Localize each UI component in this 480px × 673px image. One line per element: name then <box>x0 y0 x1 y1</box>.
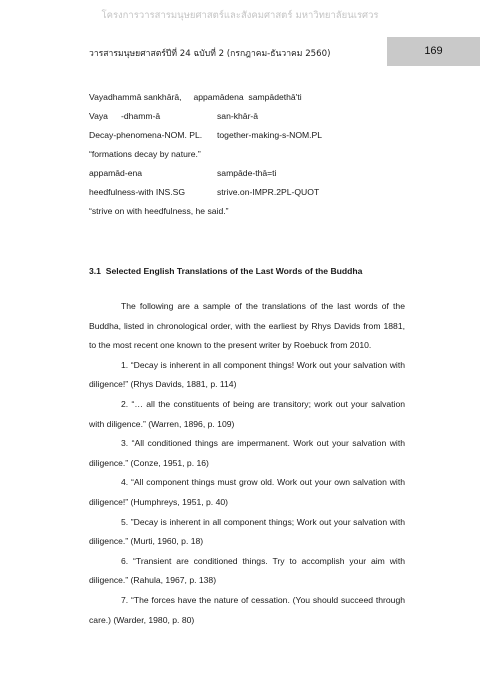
gloss-cell: san-khār-ā <box>217 111 259 121</box>
translation-item: 1. “Decay is inherent in all component things! Work out your salvation with diligence!” (Rhys Davids, 1881, p. 114) <box>89 359 405 390</box>
verse-translation: “strive on with heedfulness, he said.” <box>89 206 229 216</box>
journal-title: วารสารมนุษยศาสตร์ปีที่ 24 ฉบับที่ 2 (กรกฎาคม-ธันวาคม 2560) <box>89 49 331 59</box>
gloss-cell: strive.on-IMPR.2PL-QUOT <box>217 187 320 197</box>
gloss-cell: sampāde-thā=ti <box>217 168 277 178</box>
gloss-word: -dhamm-ā <box>121 111 161 121</box>
gloss-line <box>89 164 405 183</box>
intro-paragraph: The following are a sample of the translations of the last words of the Buddha, listed in chronological order, with the earliest by Rhys Davids from 1881, to the most recent one known to the present writer by Roebuck from 2010. <box>89 301 405 351</box>
watermark-text: โครงการวารสารมนุษยศาสตร์และสังคมศาสตร์ มหาวิทยาลัยนเรศวร <box>101 10 379 21</box>
translation-item: 7. “The forces have the nature of cessation. (You should succeed through care.) (Warder, 1980, p. 80) <box>89 594 405 625</box>
gloss-line <box>89 126 405 145</box>
gloss-cell: appamād-ena <box>89 168 143 178</box>
translation-item: 4. “All component things must grow old. Work out your own salvation with diligence!” (Humphreys, 1951, p. 40) <box>89 477 405 507</box>
translation-item: 3. “All conditioned things are impermanent. Work out your salvation with diligence.” (Conze, 1951, p. 16) <box>89 438 405 468</box>
gloss-word: Vaya <box>89 111 108 121</box>
verse-line: Vayadhammā sankhārā, appamādena sampādethā'ti <box>89 92 302 102</box>
gloss-line <box>89 183 405 202</box>
page-header <box>0 37 480 66</box>
section-heading: 3.1 Selected English Translations of the Last Words of the Buddha <box>89 266 363 276</box>
gloss-cell: Decay-phenomena-NOM. PL. <box>89 130 203 140</box>
translation-item: 5. ”Decay is inherent in all component things; Work out your salvation with diligence.” (Murti, 1960, p. 18) <box>89 516 405 547</box>
translation-item: 6. “Transient are conditioned things. Try to accomplish your aim with diligence.” (Rahula, 1967, p. 138) <box>89 555 405 586</box>
gloss-cell: heedfulness-with INS.SG <box>89 187 186 197</box>
verse-translation: “formations decay by nature.” <box>89 149 201 159</box>
page-number-badge: 169 <box>387 37 480 66</box>
gloss-line <box>89 107 405 126</box>
gloss-cell <box>89 107 217 126</box>
gloss-cell: together-making-s-NOM.PL <box>217 130 323 140</box>
translation-item: 2. “… all the constituents of being are transitory; work out your salvation with diligence.” (Warren, 1896, p. 109) <box>89 398 405 429</box>
page-body <box>89 88 405 630</box>
